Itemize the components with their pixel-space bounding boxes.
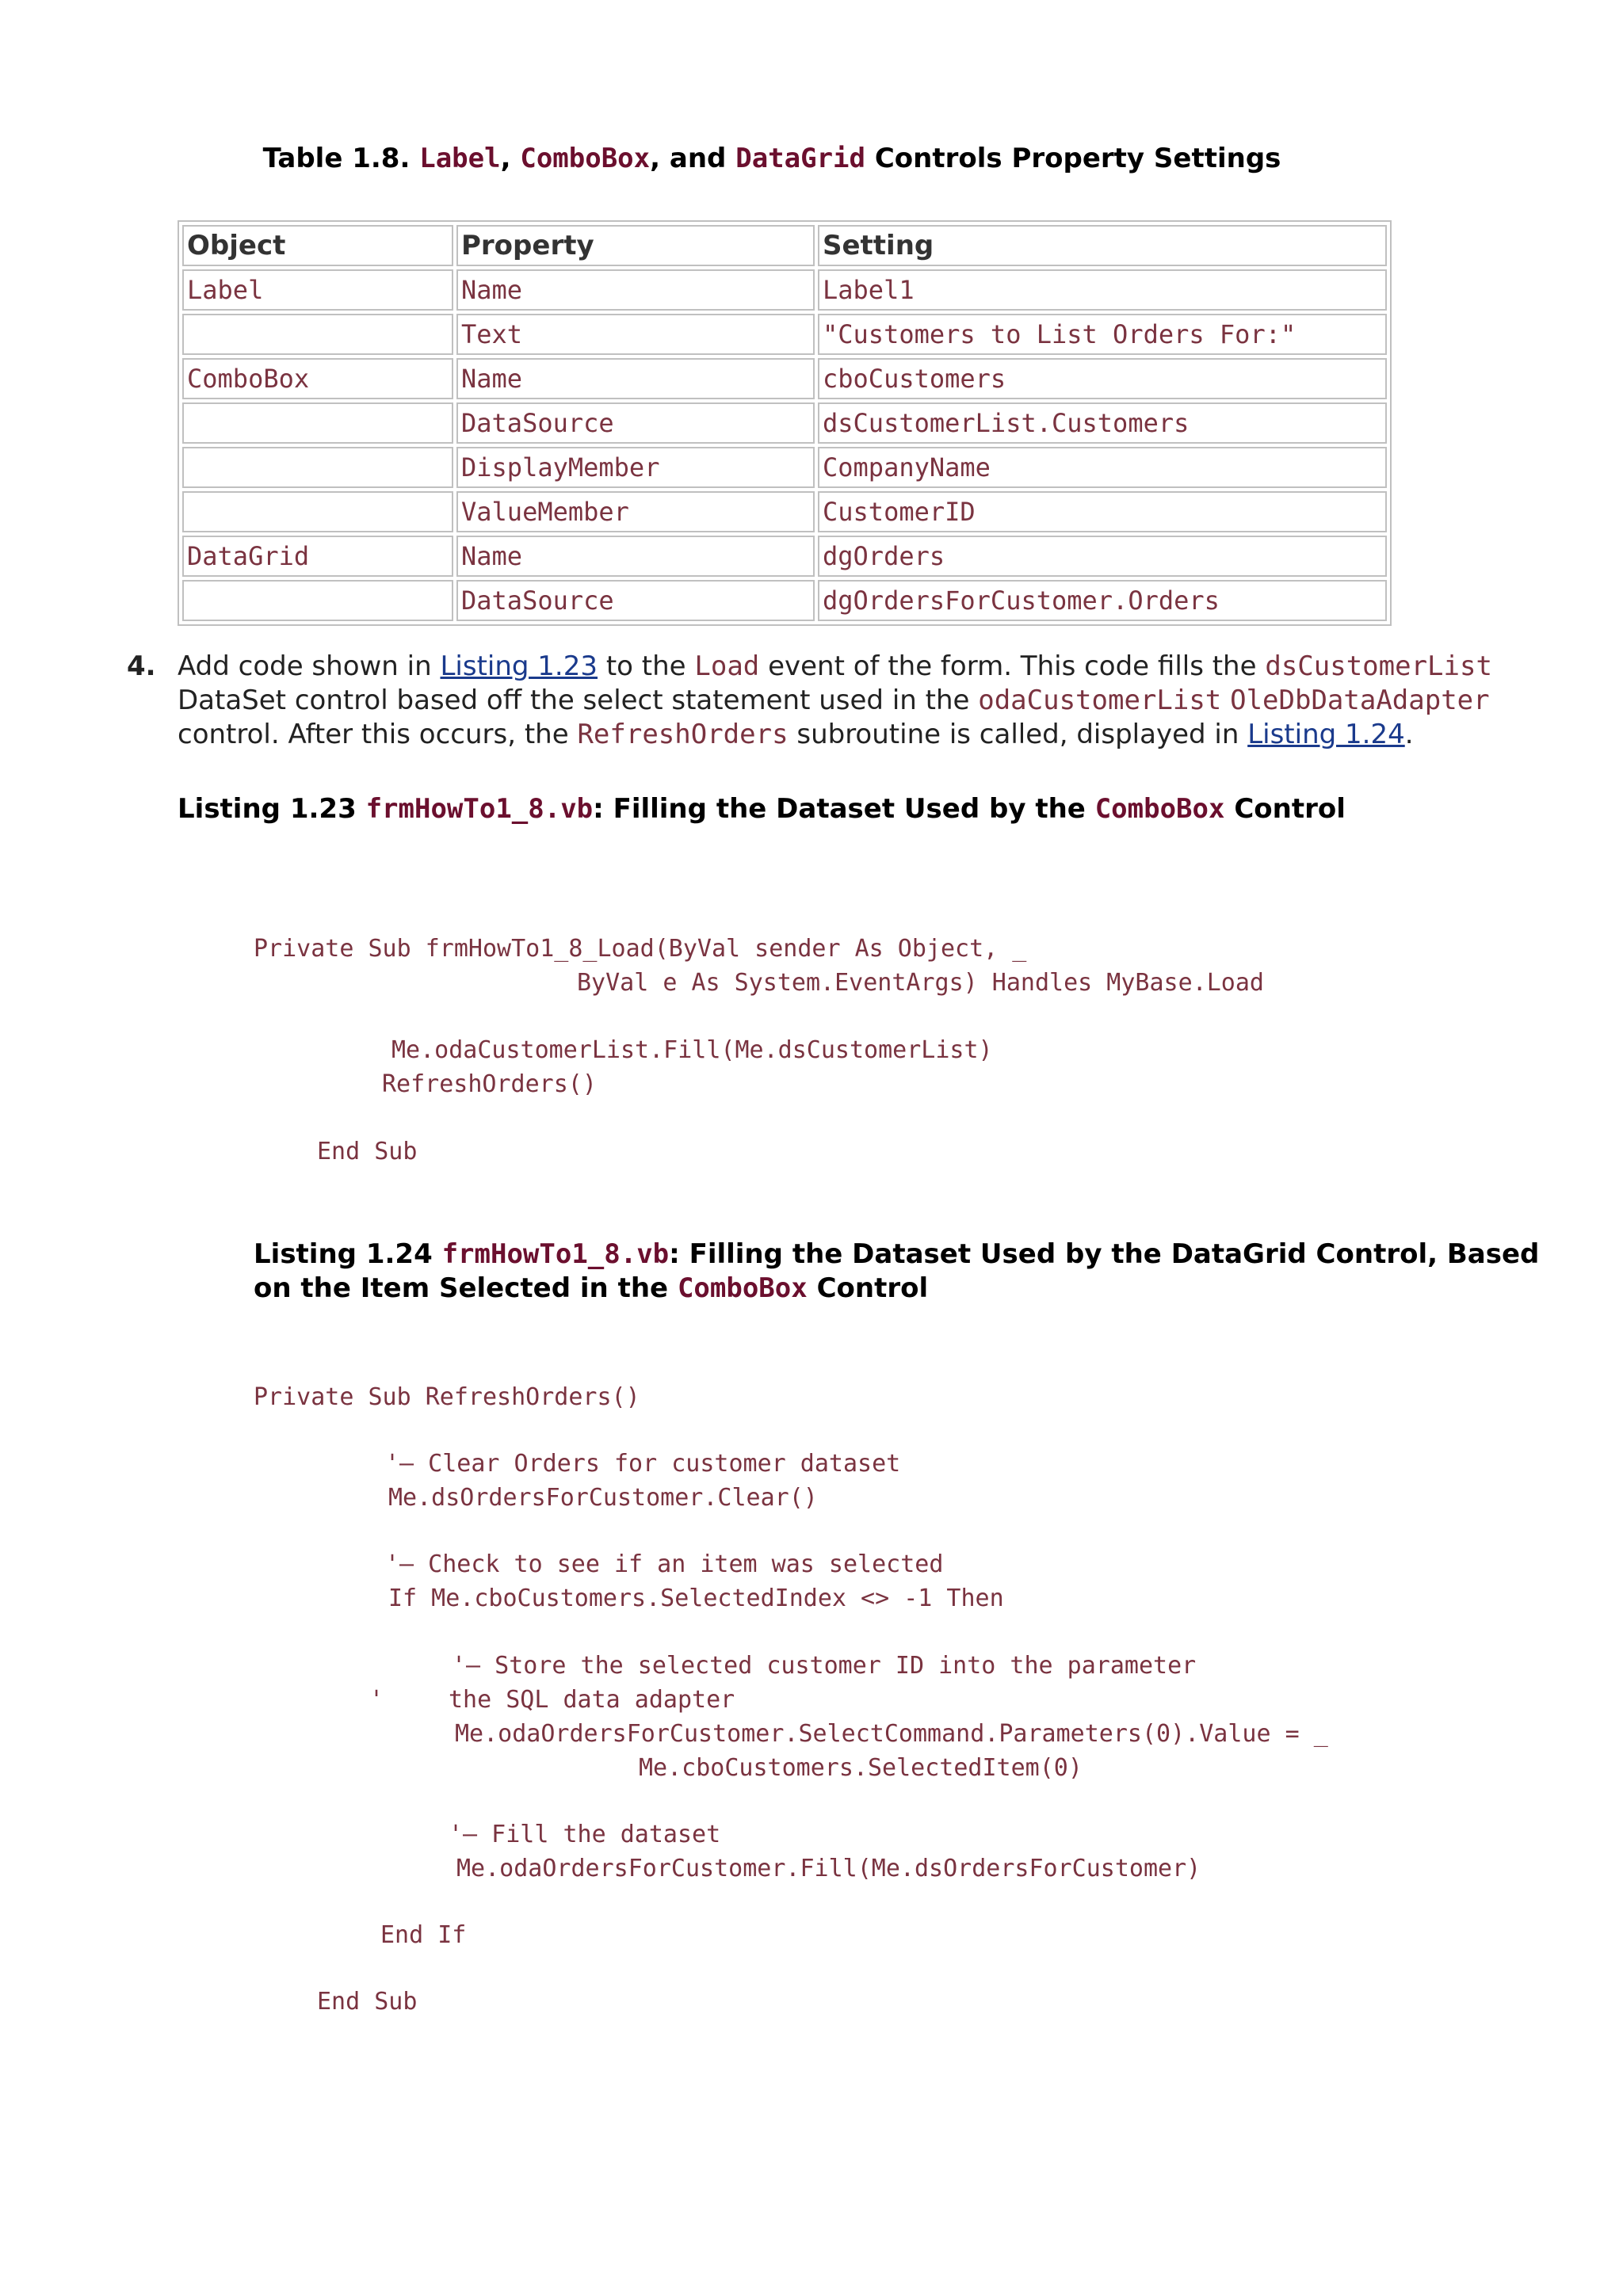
inline-code-dscustomerlist: dsCustomerList <box>1265 650 1492 682</box>
cell-object <box>182 580 453 621</box>
cell-setting: Label1 <box>818 269 1387 311</box>
step-text: Add code shown in <box>178 650 432 682</box>
table-row <box>182 358 1387 399</box>
cell-setting: "Customers to List Orders For:" <box>818 314 1387 355</box>
header-object: Object <box>182 225 453 266</box>
cell-object: Label <box>182 269 453 311</box>
code-line: Private Sub frmHowTo1_8_Load(ByVal sender As Object, _ <box>254 935 1027 963</box>
code-line: End If <box>380 1921 467 1949</box>
code-line: End Sub <box>317 1138 418 1165</box>
cell-setting: dgOrdersForCustomer.Orders <box>818 580 1387 621</box>
cell-property: Name <box>456 269 815 311</box>
inline-code-oledbdataadapter: OleDbDataAdapter <box>1230 685 1490 716</box>
step-4-paragraph <box>127 650 1506 752</box>
cell-property: DataSource <box>456 580 815 621</box>
code-line: RefreshOrders() <box>382 1070 597 1098</box>
step-text: control. After this occurs, the <box>178 719 569 750</box>
table-title-combobox: ComboBox <box>520 143 651 174</box>
code-line: '— Check to see if an item was selected <box>385 1550 944 1578</box>
cell-property: Name <box>456 536 815 577</box>
code-line: Me.odaOrdersForCustomer.Fill(Me.dsOrdersForCustomer) <box>456 1855 1201 1882</box>
table-title-sep2: , and <box>650 143 727 174</box>
listing-text: : Filling the Dataset Used by the <box>593 793 1086 825</box>
cell-property: Name <box>456 358 815 399</box>
code-line: '— Fill the dataset <box>449 1821 721 1848</box>
listing-control: ComboBox <box>677 1272 808 1304</box>
inline-code-load: Load <box>694 650 760 682</box>
table-title-label: Label <box>419 143 501 174</box>
listing-1-24-title-line1 <box>254 1238 1539 1272</box>
table-title-sep1: , <box>500 143 511 174</box>
code-line: '— Store the selected customer ID into the parameter <box>452 1652 1197 1680</box>
code-line: ' <box>369 1686 384 1714</box>
table-row <box>182 447 1387 488</box>
cell-object: DataGrid <box>182 536 453 577</box>
header-property: Property <box>456 225 815 266</box>
listing-prefix: Listing 1.24 <box>254 1238 433 1270</box>
code-line: ByVal e As System.EventArgs) Handles MyBase.Load <box>577 969 1264 997</box>
step-text: to the <box>605 650 686 682</box>
table-title-prefix: Table 1.8. <box>262 143 411 174</box>
table-row <box>182 491 1387 532</box>
inline-code-refreshorders: RefreshOrders <box>577 719 789 750</box>
code-line: Me.odaOrdersForCustomer.SelectCommand.Parameters(0).Value = _ <box>455 1720 1328 1748</box>
table-title-suffix: Controls Property Settings <box>874 143 1281 174</box>
listing-suffix: Control <box>1234 793 1346 825</box>
property-settings-table <box>178 220 1392 626</box>
listing-text: on the Item Selected in the <box>254 1272 669 1304</box>
cell-object <box>182 314 453 355</box>
code-line: Me.odaCustomerList.Fill(Me.dsCustomerList) <box>391 1036 993 1064</box>
step-text: event of the form. This code fills the <box>768 650 1257 682</box>
table-row <box>182 580 1387 621</box>
listing-1-23-title <box>178 792 1346 826</box>
cell-object <box>182 402 453 444</box>
listing-prefix: Listing 1.23 <box>178 793 357 825</box>
cell-object: ComboBox <box>182 358 453 399</box>
listing-file: frmHowTo1_8.vb <box>365 793 594 825</box>
step-text: . <box>1404 719 1414 750</box>
table-row <box>182 269 1387 311</box>
cell-property: DisplayMember <box>456 447 815 488</box>
code-line: Private Sub RefreshOrders() <box>254 1383 640 1411</box>
code-line: End Sub <box>317 1988 418 2016</box>
table-row <box>182 314 1387 355</box>
code-line: If Me.cboCustomers.SelectedIndex <> -1 Then <box>388 1585 1004 1612</box>
cell-object <box>182 491 453 532</box>
cell-setting: CompanyName <box>818 447 1387 488</box>
cell-setting: dgOrders <box>818 536 1387 577</box>
inline-code-odacustomerlist: odaCustomerList <box>978 685 1222 716</box>
listing-1-24-title-line2 <box>254 1272 1539 1306</box>
listing-1-24-title <box>254 1238 1539 1306</box>
step-text: subroutine is called, displayed in <box>796 719 1239 750</box>
cell-setting: CustomerID <box>818 491 1387 532</box>
cell-setting: cboCustomers <box>818 358 1387 399</box>
cell-property: Text <box>456 314 815 355</box>
listing-control: ComboBox <box>1094 793 1225 825</box>
table-row <box>182 402 1387 444</box>
code-line: the SQL data adapter <box>449 1686 735 1714</box>
code-line: Me.dsOrdersForCustomer.Clear() <box>388 1484 818 1512</box>
link-listing-1-24[interactable]: Listing 1.24 <box>1247 719 1405 750</box>
listing-file: frmHowTo1_8.vb <box>441 1238 670 1270</box>
code-line: Me.cboCustomers.SelectedItem(0) <box>639 1754 1083 1782</box>
step-number: 4. <box>127 650 156 682</box>
step-text: DataSet control based off the select statement used in the <box>178 685 970 716</box>
listing-suffix: Control <box>816 1272 929 1304</box>
table-title-datagrid: DataGrid <box>735 143 865 174</box>
cell-property: DataSource <box>456 402 815 444</box>
cell-property: ValueMember <box>456 491 815 532</box>
step-4-body <box>178 650 1506 752</box>
cell-object <box>182 447 453 488</box>
table-header-row <box>182 225 1387 266</box>
table-title <box>0 143 1623 174</box>
table-row <box>182 536 1387 577</box>
link-listing-1-23[interactable]: Listing 1.23 <box>440 650 598 682</box>
header-setting: Setting <box>818 225 1387 266</box>
listing-text: : Filling the Dataset Used by the DataGrid Control, Based <box>669 1238 1540 1270</box>
cell-setting: dsCustomerList.Customers <box>818 402 1387 444</box>
code-line: '— Clear Orders for customer dataset <box>385 1450 901 1478</box>
